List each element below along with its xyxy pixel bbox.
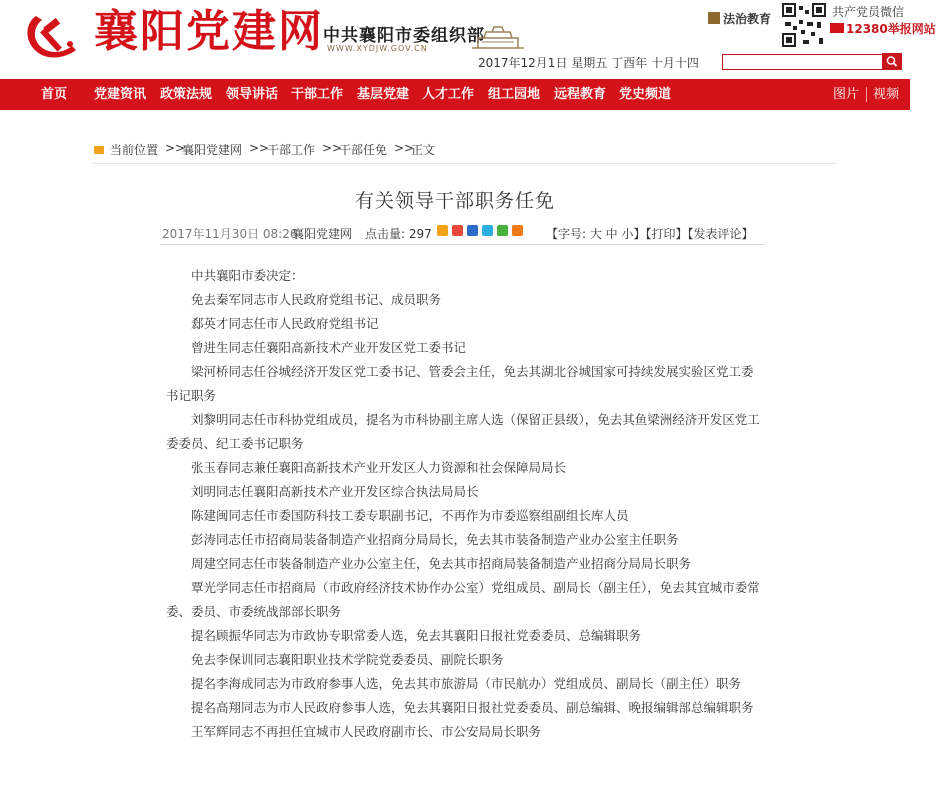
share-tencent-icon[interactable]: [482, 225, 493, 236]
party-emblem-icon: [22, 10, 84, 60]
paragraph: 刘明同志任襄阳高新技术产业开发区综合执法局局长: [191, 484, 479, 499]
nav-item-grassroots[interactable]: 基层党建: [357, 87, 410, 102]
nav-item-org-garden[interactable]: 组工园地: [488, 87, 541, 102]
nav-item-speeches[interactable]: 领导讲话: [226, 87, 279, 102]
law-education-label: 法治教育: [723, 12, 772, 26]
nav-item-home[interactable]: 首页: [41, 87, 68, 102]
paragraph: 王军辉同志不再担任宜城市人民政府副市长、市公安局局长职务: [191, 724, 542, 739]
click-count-label: 点击量:: [365, 227, 406, 241]
paragraph: 梁河桥同志任谷城经济开发区党工委书记、管委会主任，免去其湖北谷城国家可持续发展实验区党工委书记职务: [166, 364, 754, 403]
share-wechat-icon[interactable]: [497, 225, 508, 236]
paragraph: 提名李海成同志为市政府参事人选，免去其市旅游局（市民航办）党组成员、副局长（副主任）职务: [191, 676, 742, 691]
breadcrumb-current: 正文: [411, 143, 436, 157]
search-icon: [882, 53, 902, 70]
share-more-icon[interactable]: [512, 225, 523, 236]
nav-item-news[interactable]: 党建资讯: [94, 87, 147, 102]
report-link-label: 12380举报网站: [846, 22, 936, 36]
site-header: [0, 0, 936, 78]
article-body: [166, 264, 762, 744]
publish-time: 2017年11月30日 08:26: [162, 227, 298, 241]
paragraph: 免去秦军同志市人民政府党组书记、成员职务: [191, 292, 442, 307]
breadcrumb-label: 当前位置: [110, 143, 159, 157]
main-nav: [0, 79, 910, 110]
flag-icon: [830, 23, 844, 33]
breadcrumb: [92, 139, 837, 164]
site-title[interactable]: 襄阳党建网: [94, 6, 324, 57]
law-education-link[interactable]: [708, 10, 771, 27]
nav-item-photos[interactable]: 图片: [833, 87, 860, 102]
nav-item-cadre-work[interactable]: 干部工作: [291, 87, 344, 102]
breadcrumb-sep: >>: [249, 141, 270, 155]
article-tools[interactable]: 【字号: 大 中 小】【打印】【发表评论】: [546, 227, 754, 241]
paragraph: 郄英才同志任市人民政府党组书记: [191, 316, 379, 331]
article-meta: [160, 222, 765, 245]
report-12380-link[interactable]: [830, 20, 936, 37]
nav-divider: [866, 87, 867, 102]
nav-item-talent[interactable]: 人才工作: [422, 87, 475, 102]
nav-item-party-history[interactable]: 党史频道: [619, 87, 672, 102]
breadcrumb-section[interactable]: 干部工作: [267, 143, 316, 157]
nav-item-remote-edu[interactable]: 远程教育: [554, 87, 607, 102]
click-count: [365, 225, 432, 242]
breadcrumb-home[interactable]: 襄阳党建网: [182, 143, 243, 157]
law-badge-icon: [708, 12, 720, 24]
article-source: 襄阳党建网: [292, 227, 353, 241]
breadcrumb-sep: >>: [394, 141, 415, 155]
nav-item-video[interactable]: 视频: [873, 87, 900, 102]
click-count-value: 297: [408, 227, 432, 241]
location-icon: [94, 146, 104, 154]
site-url: WWW.XYDJW.GOV.CN: [327, 44, 428, 53]
wechat-label: 共产党员微信: [832, 5, 905, 19]
paragraph: 陈建闽同志任市委国防科技工委专职副书记，不再作为市委巡察组副组长库人员: [191, 508, 629, 523]
building-icon: [468, 22, 528, 52]
date-line: 2017年12月1日 星期五 丁酉年 十月十四: [478, 56, 699, 70]
paragraph: 提名高翔同志为市人民政府参事人选，免去其襄阳日报社党委委员、副总编辑、晚报编辑部总编辑职务: [191, 700, 754, 715]
breadcrumb-sep: >>: [322, 141, 343, 155]
paragraph: 周建空同志任市装备制造产业办公室主任，免去其市招商局装备制造产业招商分局局长职务: [191, 556, 692, 571]
breadcrumb-sep: >>: [165, 141, 186, 155]
share-weibo-icon[interactable]: [452, 225, 463, 236]
paragraph: 覃光学同志任市招商局（市政府经济技术协作办公室）党组成员、副局长（副主任），免去其宜城市委常委、委员、市委统战部部长职务: [166, 580, 760, 619]
paragraph: 刘黎明同志任市科协党组成员，提名为市科协副主席人选（保留正县级），免去其鱼梁洲经济开发区党工委委员、纪工委书记职务: [166, 412, 760, 451]
qr-code-icon: [781, 2, 827, 48]
share-renren-icon[interactable]: [467, 225, 478, 236]
org-name: 中共襄阳市委组织部: [323, 26, 485, 46]
paragraph: 彭涛同志任市招商局装备制造产业招商分局局长，免去其市装备制造产业办公室主任职务: [191, 532, 679, 547]
paragraph: 免去李保训同志襄阳职业技术学院党委委员、副院长职务: [191, 652, 504, 667]
paragraph: 提名顾振华同志为市政协专职常委人选，免去其襄阳日报社党委委员、总编辑职务: [191, 628, 642, 643]
search-input[interactable]: [722, 54, 886, 70]
paragraph: 张玉春同志兼任襄阳高新技术产业开发区人力资源和社会保障局局长: [191, 460, 567, 475]
nav-item-policy[interactable]: 政策法规: [160, 87, 213, 102]
breadcrumb-subsection[interactable]: 干部任免: [339, 143, 388, 157]
search-button[interactable]: [882, 53, 902, 70]
paragraph: 曾进生同志任襄阳高新技术产业开发区党工委书记: [191, 340, 467, 355]
share-qzone-icon[interactable]: [437, 225, 448, 236]
paragraph: 中共襄阳市委决定：: [191, 268, 304, 283]
article-title: 有关领导干部职务任免: [354, 190, 555, 212]
